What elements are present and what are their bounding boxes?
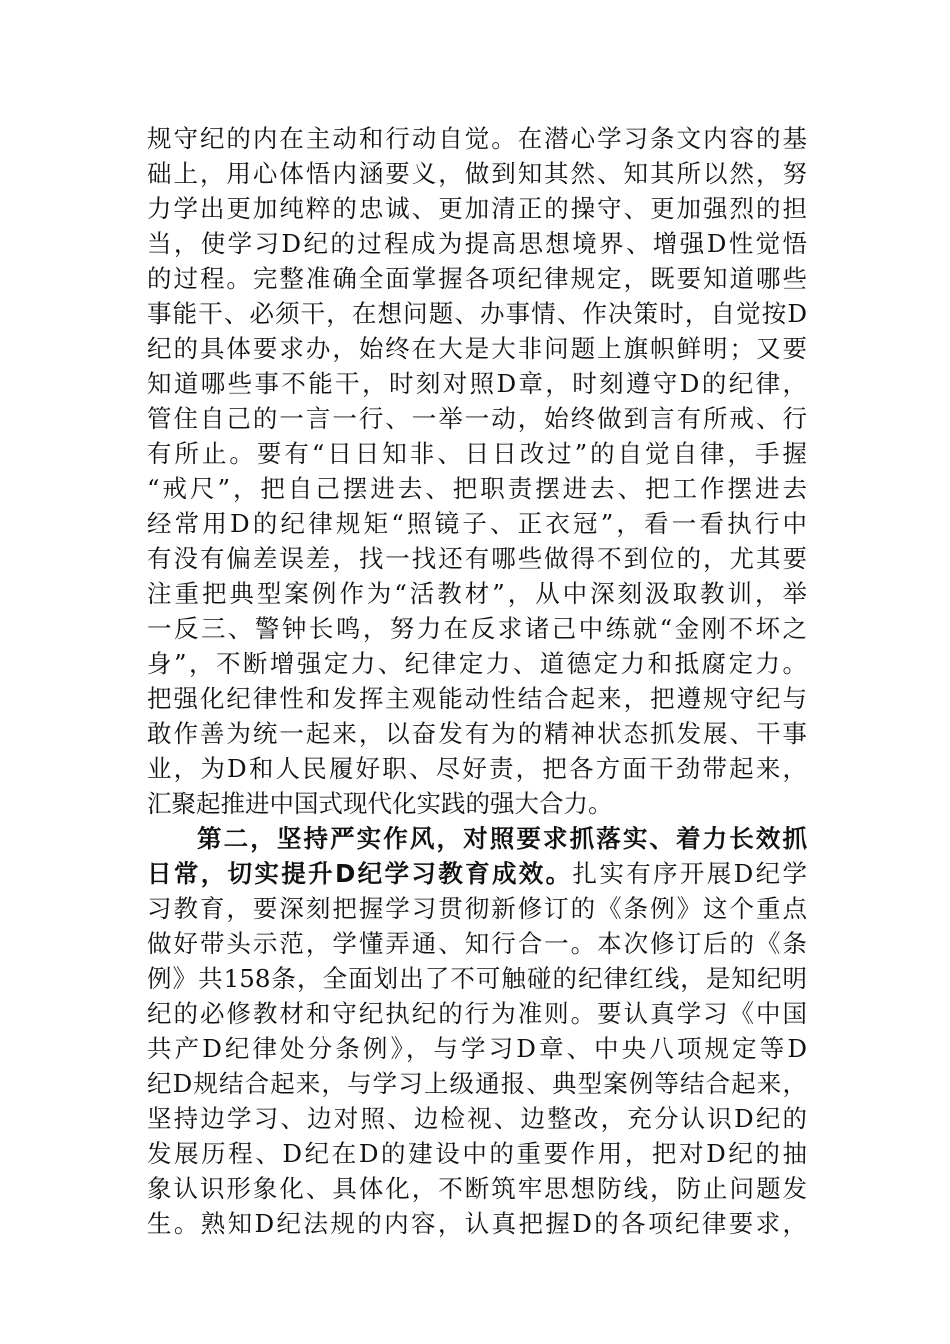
text-line: 发展历程、D纪在D的建设中的重要作用，把对D纪的抽 [147,1139,807,1168]
section-heading-line: 第二，坚持严实作风，对照要求抓落实、着力长效抓 [197,824,807,853]
document-page [147,121,807,1241]
section-heading-continuation: 日常，切实提升D纪学习教育成效。 [147,859,573,888]
text-line: 知道哪些事不能干，时刻对照D章，时刻遵守D的纪律， [147,369,807,398]
text-line: 础上，用心体悟内涵要义，做到知其然、知其所以然，努 [147,159,807,188]
text-line: 的过程。完整准确全面掌握各项纪律规定，既要知道哪些 [147,264,807,293]
text-line: 注重把典型案例作为“活教材”，从中深刻汲取教训，举 [147,579,807,608]
text-line: 经常用D的纪律规矩“照镜子、正衣冠”，看一看执行中 [147,509,807,538]
text-line: 共产D纪律处分条例》，与学习D章、中央八项规定等D [147,1034,807,1063]
text-line: 一反三、警钟长鸣，努力在反求诸己中练就“金刚不坏之 [147,614,807,643]
text-line: 坚持边学习、边对照、边检视、边整改，充分认识D纪的 [147,1104,807,1133]
text-line: 汇聚起推进中国式现代化实践的强大合力。 [147,789,613,818]
text-line: 力学出更加纯粹的忠诚、更加清正的操守、更加强烈的担 [147,194,807,223]
text-line: 纪D规结合起来，与学习上级通报、典型案例等结合起来， [147,1069,807,1098]
paragraph-discipline-awareness [147,121,807,821]
text-line: 纪的必修教材和守纪执纪的行为准则。要认真学习《中国 [147,999,807,1028]
text-line: 当，使学习D纪的过程成为提高思想境界、增强D性觉悟 [147,229,807,258]
text-line: 事能干、必须干，在想问题、办事情、作决策时，自觉按D [147,299,807,328]
paragraph-second-point [147,821,807,1241]
text-line: 象认识形象化、具体化，不断筑牢思想防线，防止问题发 [147,1174,807,1203]
text-line: 生。熟知D纪法规的内容，认真把握D的各项纪律要求， [147,1209,807,1238]
text-line: 做好带头示范，学懂弄通、知行合一。本次修订后的《条 [147,929,807,958]
text-line: 规守纪的内在主动和行动自觉。在潜心学习条文内容的基 [147,124,807,153]
text-line: 管住自己的一言一行、一举一动，始终做到言有所戒、行 [147,404,807,433]
text-line-mixed [147,856,807,891]
text-line: 身”，不断增强定力、纪律定力、道德定力和抵腐定力。 [147,649,807,678]
text-line: 把强化纪律性和发挥主观能动性结合起来，把遵规守纪与 [147,684,807,713]
text-fragment: 扎实有序开展D纪学 [572,859,807,888]
text-line: “戒尺”，把自己摆进去、把职责摆进去、把工作摆进去 [147,474,807,503]
text-line: 有所止。要有“日日知非、日日改过”的自觉自律，手握 [147,439,807,468]
text-line: 例》共158条，全面划出了不可触碰的纪律红线，是知纪明 [147,964,807,993]
text-line: 业，为D和人民履好职、尽好责，把各方面干劲带起来， [147,754,807,783]
text-line: 纪的具体要求办，始终在大是大非问题上旗帜鲜明；又要 [147,334,807,363]
text-line: 有没有偏差误差，找一找还有哪些做得不到位的，尤其要 [147,544,807,573]
text-line: 习教育，要深刻把握学习贯彻新修订的《条例》这个重点 [147,894,807,923]
text-line: 敢作善为统一起来，以奋发有为的精神状态抓发展、干事 [147,719,807,748]
